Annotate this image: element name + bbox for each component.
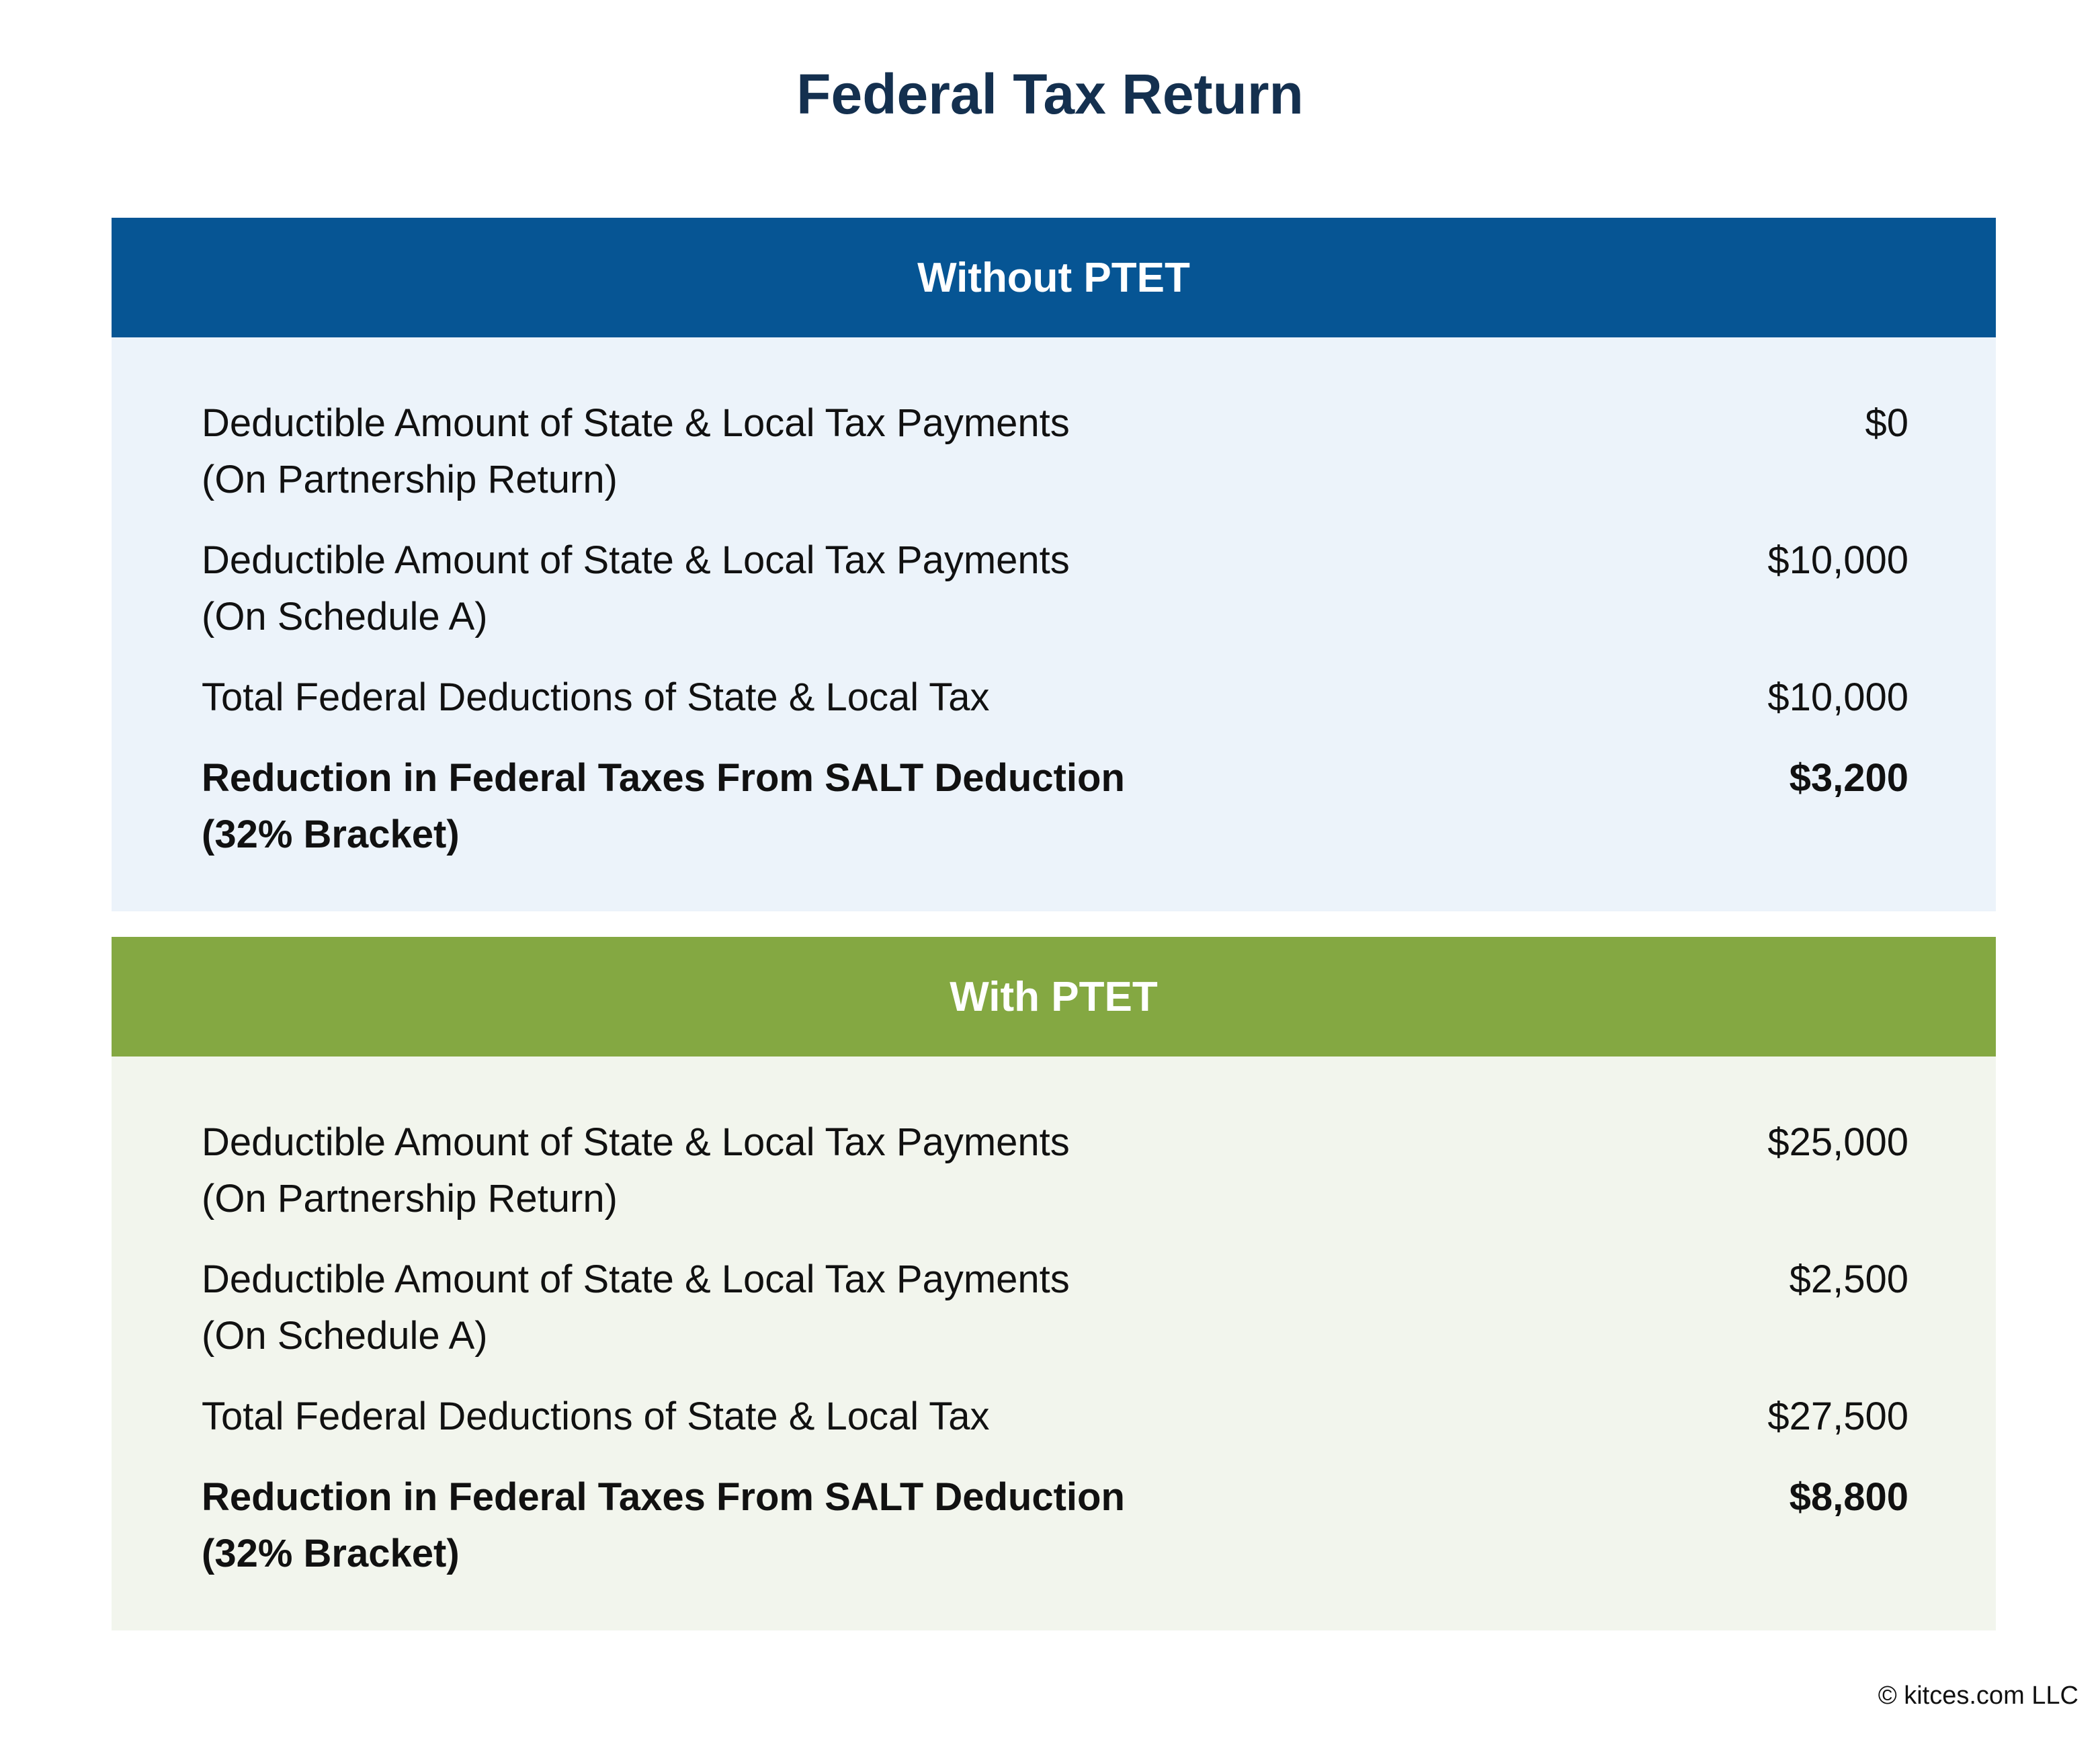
row-label [202, 532, 1512, 645]
without-row-reduction [202, 750, 1908, 863]
without-row-schedule-a [202, 532, 1908, 645]
with-ptet-panel [112, 937, 1996, 1630]
with-ptet-header: With PTET [112, 937, 1996, 1057]
row-value: $2,500 [1789, 1257, 1908, 1301]
row-label-line2: (On Partnership Return) [202, 1177, 618, 1220]
with-ptet-body [112, 1057, 1996, 1630]
row-value: $0 [1865, 401, 1908, 445]
row-label [202, 750, 1512, 863]
row-label-line2: (On Partnership Return) [202, 458, 618, 501]
row-value: $10,000 [1767, 538, 1908, 582]
row-label-line1: Deductible Amount of State & Local Tax Payments [202, 1257, 1070, 1301]
row-label [202, 669, 1512, 726]
row-label-line1: Total Federal Deductions of State & Local Tax [202, 1395, 990, 1438]
row-label-line1: Total Federal Deductions of State & Local Tax [202, 675, 990, 719]
row-label [202, 1389, 1512, 1445]
without-ptet-body [112, 337, 1996, 911]
with-row-partnership [202, 1114, 1908, 1227]
row-label-line2: (32% Bracket) [202, 1532, 460, 1575]
row-label-line1: Deductible Amount of State & Local Tax Payments [202, 538, 1070, 582]
row-label [202, 1251, 1512, 1364]
row-label-line2: (On Schedule A) [202, 595, 488, 638]
row-label-line1: Deductible Amount of State & Local Tax Payments [202, 1120, 1070, 1164]
row-label-line1: Deductible Amount of State & Local Tax Payments [202, 401, 1070, 445]
with-row-total [202, 1389, 1908, 1445]
row-label-line1: Reduction in Federal Taxes From SALT Deduction [202, 1475, 1125, 1519]
row-value: $10,000 [1767, 675, 1908, 719]
row-label-line2: (32% Bracket) [202, 813, 460, 856]
row-value: $25,000 [1767, 1120, 1908, 1164]
row-label [202, 1114, 1512, 1227]
without-ptet-panel [112, 218, 1996, 911]
without-row-partnership [202, 395, 1908, 508]
row-value: $8,800 [1789, 1475, 1908, 1519]
row-label-line1: Reduction in Federal Taxes From SALT Deduction [202, 756, 1125, 800]
page-title: Federal Tax Return [796, 63, 1304, 126]
row-label-line2: (On Schedule A) [202, 1314, 488, 1358]
with-row-reduction [202, 1469, 1908, 1582]
row-label [202, 1469, 1512, 1582]
copyright-notice: © kitces.com LLC [1878, 1682, 2078, 1710]
row-value: $27,500 [1767, 1395, 1908, 1438]
row-value: $3,200 [1789, 756, 1908, 800]
without-row-total [202, 669, 1908, 726]
with-row-schedule-a [202, 1251, 1908, 1364]
row-label [202, 395, 1512, 508]
without-ptet-header: Without PTET [112, 218, 1996, 337]
